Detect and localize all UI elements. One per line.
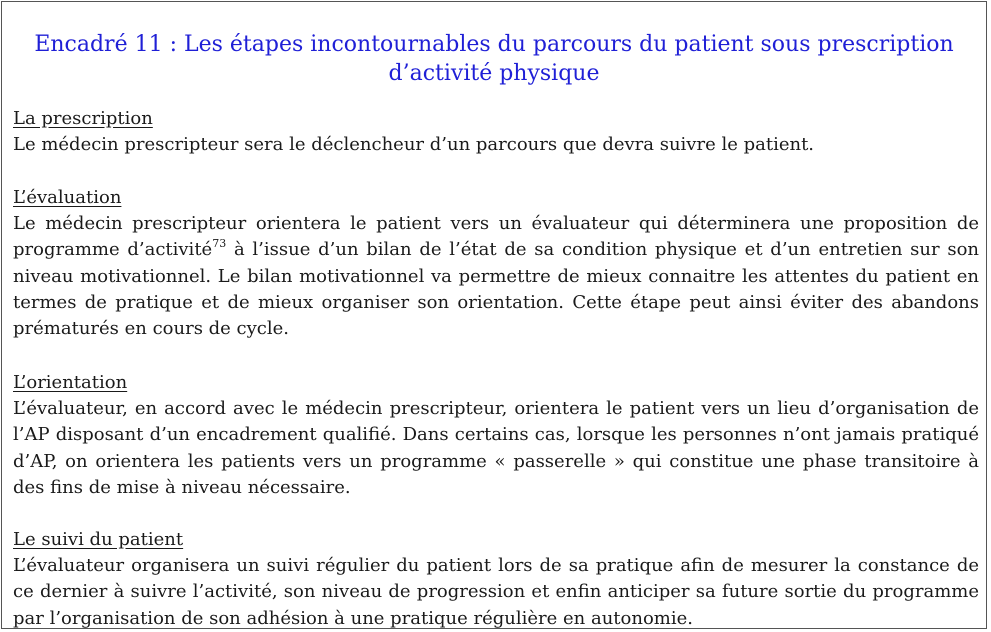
section-suivi xyxy=(13,527,979,632)
section-heading-evaluation: L’évaluation xyxy=(13,187,122,208)
encadre-box xyxy=(1,1,987,629)
box-title xyxy=(2,30,986,88)
section-evaluation xyxy=(13,185,979,342)
section-orientation xyxy=(13,370,979,501)
box-title-line-1: Encadré 11 : Les étapes incontournables du parcours du patient sous prescription xyxy=(34,32,954,57)
section-heading-suivi: Le suivi du patient xyxy=(13,529,184,550)
section-text-evaluation xyxy=(13,211,979,342)
section-prescription xyxy=(13,106,979,158)
evaluation-text-part-2: à l’issue d’un bilan de l’état de sa condition physique et d’un entretien sur son niveau motivationnel. Le bilan motivationnel va permettre de mieux connaitre les attentes du patient en termes de pratique et de mieux organiser son orientation. Cette étape peut ainsi éviter des abandons prématurés en cours de cycle. xyxy=(13,239,980,340)
section-text-prescription: Le médecin prescripteur sera le déclencheur d’un parcours que devra suivre le patient. xyxy=(13,134,815,155)
section-heading-orientation: L’orientation xyxy=(13,372,128,393)
section-text-orientation: L’évaluateur, en accord avec le médecin prescripteur, orientera le patient vers un lieu d’organisation de l’AP disposant d’un encadrement qualifié. Dans certains cas, lorsque les personnes n’ont jamais pratiqué d’AP, on orientera les patients vers un programme « passerelle » qui constitue une phase transitoire à des fins de mise à niveau nécessaire. xyxy=(13,398,979,498)
section-heading-prescription: La prescription xyxy=(13,108,153,129)
box-title-line-2: d’activité physique xyxy=(388,61,600,86)
evaluation-text-part-1: Le médecin prescripteur orientera le patient vers un évaluateur qui déterminera une proposition de programme d’activité xyxy=(13,213,979,261)
footnote-marker: 73 xyxy=(212,237,227,251)
section-text-suivi: L’évaluateur organisera un suivi régulier du patient lors de sa pratique afin de mesurer la constance de ce dernier à suivre l’activité, son niveau de progression et enfin anticiper sa future sortie du programme par l’organisation de son adhésion à une pratique régulière en autonomie. xyxy=(13,555,979,629)
